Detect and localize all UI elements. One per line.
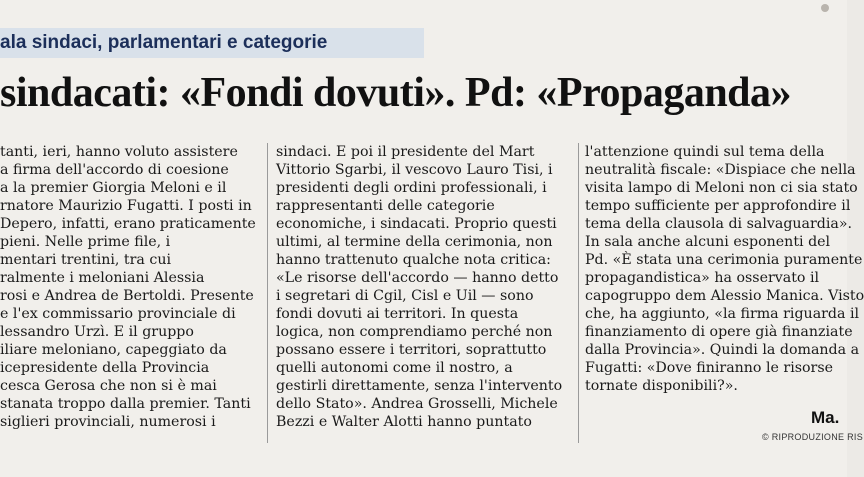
text-line: presidenti degli ordini professionali, i <box>276 180 547 196</box>
author-signature: Ma. <box>811 408 840 427</box>
text-line: Pd. «È stata una cerimonia puramente <box>585 252 863 268</box>
text-line: finanziamento di opere già finanziate <box>585 324 853 340</box>
text-line: tema della clausola di salvaguardia». <box>585 216 853 232</box>
kicker-bar <box>0 28 424 58</box>
text-line: iliare meloniano, capeggiato da <box>0 342 227 358</box>
text-line: In sala anche alcuni esponenti del <box>585 234 831 250</box>
text-line: siglieri provinciali, numerosi i <box>0 414 216 430</box>
column-divider <box>578 143 579 443</box>
text-line: icepresidente della Provincia <box>0 360 210 376</box>
text-line: sindaci. E poi il presidente del Mart <box>276 144 535 160</box>
text-line: rappresentanti delle categorie <box>276 198 495 214</box>
text-line: ultimi, al termine della cerimonia, non <box>276 234 553 250</box>
text-line: dalla Provincia». Quindi la domanda a <box>585 342 860 358</box>
text-line: tornate disponibili?». <box>585 378 738 394</box>
text-line: lessandro Urzì. E il gruppo <box>0 324 194 340</box>
text-line: economiche, i sindacati. Proprio questi <box>276 216 557 232</box>
column-3 <box>585 143 864 395</box>
text-line: stanata troppo dalla premier. Tanti <box>0 396 251 412</box>
text-line: tempo sufficiente per approfondire il <box>585 198 851 214</box>
text-line: Depero, infatti, erano praticamente <box>0 216 256 232</box>
text-line: «Le risorse dell'accordo — hanno detto <box>276 270 559 286</box>
text-line: pieni. Nelle prime file, i <box>0 234 171 250</box>
text-line: a firma dell'accordo di coesione <box>0 162 229 178</box>
text-line: ralmente i meloniani Alessia <box>0 270 205 286</box>
text-line: dello Stato». Andrea Grosselli, Michele <box>276 396 558 412</box>
text-line: rnatore Maurizio Fugatti. I posti in <box>0 198 252 214</box>
text-line: cesca Gerosa che non si è mai <box>0 378 217 394</box>
text-line: gestirli direttamente, senza l'intervento <box>276 378 563 394</box>
text-line: neutralità fiscale: «Dispiace che nella <box>585 162 856 178</box>
text-line: Fugatti: «Dove finiranno le risorse <box>585 360 834 376</box>
text-line: quelli autonomi come il nostro, a <box>276 360 513 376</box>
text-line: logica, non comprendiamo perché non <box>276 324 553 340</box>
text-line: propagandistica» ha osservato il <box>585 270 820 286</box>
text-line: a la premier Giorgia Meloni e il <box>0 180 227 196</box>
text-line: i segretari di Cgil, Cisl e Uil — sono <box>276 288 534 304</box>
column-divider <box>267 143 268 443</box>
text-line: Bezzi e Walter Alotti hanno puntato <box>276 414 532 430</box>
text-line: mentari trentini, tra cui <box>0 252 171 268</box>
headline: sindacati: «Fondi dovuti». Pd: «Propaganda» <box>0 70 792 116</box>
text-line: capogruppo dem Alessio Manica. Visto <box>585 288 864 304</box>
text-line: possano essere i territori, soprattutto <box>276 342 547 358</box>
text-line: tanti, ieri, hanno voluto assistere <box>0 144 238 160</box>
text-line: hanno trattenuto qualche nota critica: <box>276 252 551 268</box>
text-line: e l'ex commissario provinciale di <box>0 306 236 322</box>
corner-dot <box>821 4 829 12</box>
copyright-notice: © RIPRODUZIONE RIS <box>762 432 864 442</box>
text-line: l'attenzione quindi sul tema della <box>585 144 825 160</box>
text-line: che, ha aggiunto, «la firma riguarda il <box>585 306 860 322</box>
column-2 <box>276 143 572 431</box>
text-line: visita lampo di Meloni non ci sia stato <box>585 180 858 196</box>
kicker-text: ala sindaci, parlamentari e categorie <box>0 32 328 53</box>
text-line: rosi e Andrea de Bertoldi. Presente <box>0 288 254 304</box>
column-1 <box>0 143 262 431</box>
text-line: Vittorio Sgarbi, il vescovo Lauro Tisi, i <box>276 162 553 178</box>
text-line: fondi dovuti ai territori. In questa <box>276 306 519 322</box>
